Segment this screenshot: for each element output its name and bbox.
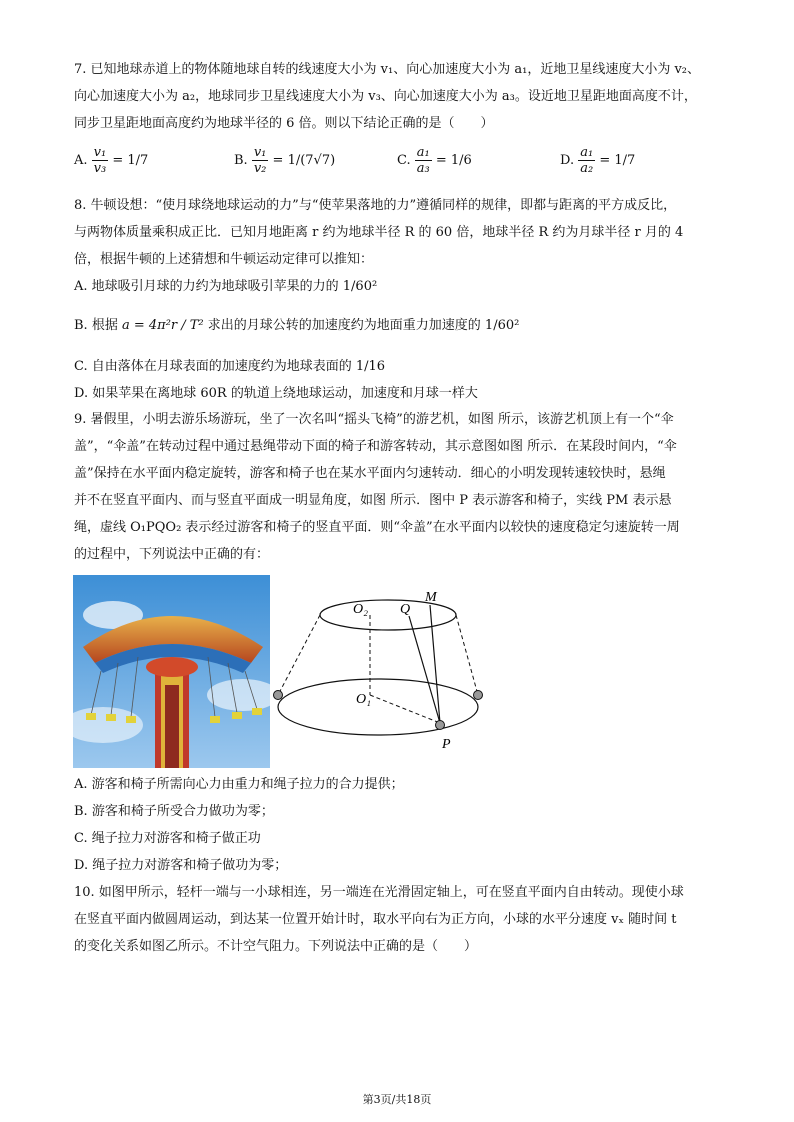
q8-option-c: C. 自由落体在月球表面的加速度约为地球表面的 1/16 [74,359,386,374]
dashed-side-left [278,615,320,695]
q9-line-2: 盖”，“伞盖”在转动过程中通过悬绳带动下面的椅子和游客转动，其示意图如图 所示．在某段时间内，“伞 [74,439,677,454]
q9-option-a: A. 游客和椅子所需向心力由重力和绳子拉力的合力提供； [74,777,404,792]
swing-chair-diagram [270,585,500,760]
q7-option-b: B. $\frac{\text{v₁}}{\text{v₂}}$ = 1/(7√7) [234,145,336,176]
label-o1: O₁ [356,692,371,707]
q8-line-2: 与两物体质量乘积成正比．已知月地距离 r 约为地球半径 R 的 60 倍，地球半径 R 约为月球半径 r 月的 4 [74,225,684,240]
chair-right [474,691,483,700]
q9-line-1: 9. 暑假里，小明去游乐场游玩，坐了一次名叫“摇头飞椅”的游艺机，如图 所示，该游艺机顶上有一个“伞 [74,412,674,427]
q8-line-3: 倍，根据牛顿的上述猜想和牛顿运动定律可以推知： [74,252,374,267]
q8-option-d: D. 如果苹果在离地球 60R 的轨道上绕地球运动，加速度和月球一样大 [74,386,478,401]
line-o1p [370,695,440,723]
q10-line-3: 的变化关系如图乙所示。不计空气阻力。下列说法中正确的是（ ） [74,939,478,954]
q8-option-a: A. 地球吸引月球的力约为地球吸引苹果的力的 1/60² [74,279,378,294]
q8-option-b: B. 根据 a = 4π²r / T² 求出的月球公转的加速度约为地面重力加速度的 1/60² [74,318,520,333]
dashed-side-right [456,615,478,695]
chair-p [436,721,445,730]
q7-option-d: D. $\frac{\text{a₁}}{\text{a₂}}$ = 1/7 [560,145,636,176]
centripetal-formula: a = 4π²r / T² [121,318,204,333]
label-q: Q [400,602,411,617]
q9-option-b: B. 游客和椅子所受合力做功为零； [74,804,274,819]
q9-line-3: 盖”保持在水平面内稳定旋转，游客和椅子也在某水平面内匀速转动．细心的小明发现转速较快时，悬绳 [74,466,666,481]
q9-line-6: 的过程中，下列说法中正确的有： [74,547,270,562]
q8-line-1: 8. 牛顿设想：“使月球绕地球运动的力”与“使苹果落地的力”遵循同样的规律，即都与距离的平方成反比， [74,198,677,213]
q7-option-a: A. $\frac{\text{v₁}}{\text{v₃}}$ = 1/7 [74,145,149,176]
page-footer: 第3页/共18页 [362,1093,432,1106]
q10-line-2: 在竖直平面内做圆周运动，到达某一位置开始计时，取水平向右为正方向，小球的水平分速度 vₓ 随时间 t [74,912,677,927]
label-m: M [425,590,437,605]
label-p: P [442,737,451,752]
swing-ride-illustration [73,575,270,768]
q9-line-4: 并不在竖直平面内、而与竖直平面成一明显角度，如图 所示．图中 P 表示游客和椅子，实线 PM 表示悬 [74,493,672,508]
q7-line-2: 向心加速度大小为 a₂，地球同步卫星线速度大小为 v₃、向心加速度大小为 a₃。设近地卫星距地面高度不计， [74,89,697,104]
q9-option-d: D. 绳子拉力对游客和椅子做功为零； [74,858,288,873]
q9-option-c: C. 绳子拉力对游客和椅子做正功 [74,831,261,846]
chair-left [274,691,283,700]
q7-option-c: C. $\frac{\text{a₁}}{\text{a₃}}$ = 1/6 [397,145,472,176]
swing-ride-photo [73,575,270,768]
label-o2: O₂ [353,602,368,617]
q9-line-5: 绳，虚线 O₁PQO₂ 表示经过游客和椅子的竖直平面．则“伞盖”在水平面内以较快的速度稳定匀速旋转一周 [74,520,680,535]
q7-line-3: 同步卫星距地面高度约为地球半径的 6 倍。则以下结论正确的是（ ） [74,116,494,131]
q10-line-1: 10. 如图甲所示，轻杆一端与一小球相连，另一端连在光滑固定轴上，可在竖直平面内自由转动。现使小球 [74,885,684,900]
base-ellipse [278,679,478,735]
q7-line-1: 7. 已知地球赤道上的物体随地球自转的线速度大小为 v₁、向心加速度大小为 a₁，近地卫星线速度大小为 v₂、 [74,62,701,77]
